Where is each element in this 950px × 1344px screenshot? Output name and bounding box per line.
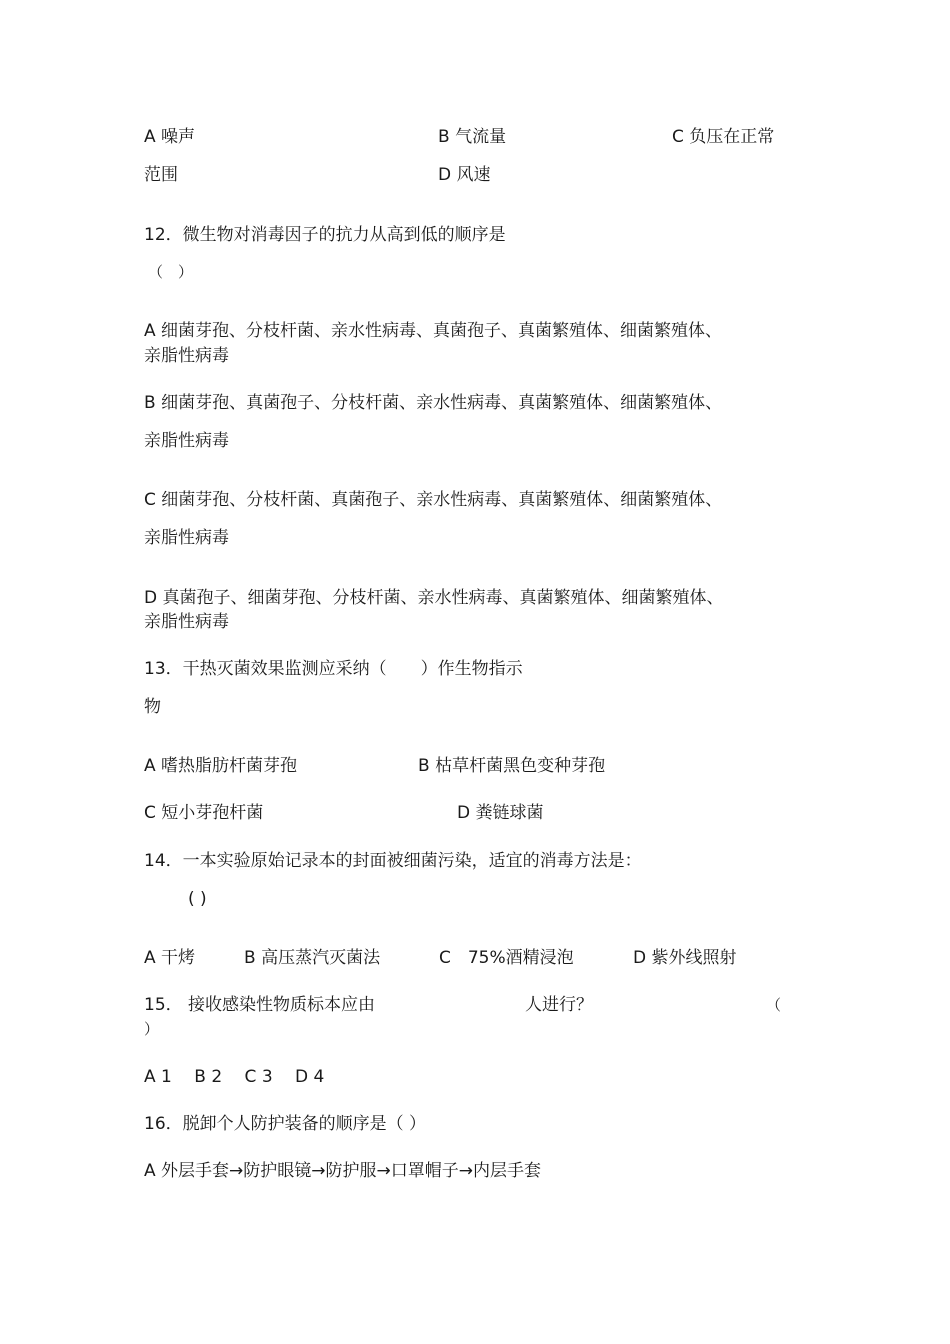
q14-stem: 14．一本实验原始记录本的封面被细菌污染，适宜的消毒方法是： [144,851,642,871]
q11-option-b: B 气流量 [438,127,507,147]
q14-option-d: D 紫外线照射 [633,948,737,968]
q15-stem-continued: 人进行？ [525,995,593,1015]
q12-option-d: D 真菌孢子、细菌芽孢、分枝杆菌、亲水性病毒、真菌繁殖体、细菌繁殖体、 [144,588,724,608]
q11-option-a: A 噪声 [144,127,196,147]
q14-option-a: A 干烤 [144,948,196,968]
q13-option-d: D 粪链球菌 [457,803,544,823]
q12-option-b-continued: 亲脂性病毒 [144,431,229,451]
q16-stem: 16．脱卸个人防护装备的顺序是（ ） [144,1114,427,1134]
q15-paren-open: （ [766,996,782,1014]
q15-stem: 15． 接收感染性物质标本应由 [144,995,376,1015]
q15-options: A 1 B 2 C 3 D 4 [144,1067,325,1087]
q12-option-b: B 细菌芽孢、真菌孢子、分枝杆菌、亲水性病毒、真菌繁殖体、细菌繁殖体、 [144,393,723,413]
q13-option-b: B 枯草杆菌黑色变种芽孢 [418,756,606,776]
q14-blank: ( ) [188,889,207,909]
q12-stem: 12．微生物对消毒因子的抗力从高到低的顺序是 [144,225,506,245]
q13-stem-continued: 物 [144,697,161,717]
q12-option-d-continued: 亲脂性病毒 [144,612,229,632]
q12-option-a: A 细菌芽孢、分枝杆菌、亲水性病毒、真菌孢子、真菌繁殖体、细菌繁殖体、 [144,321,723,341]
q12-option-a-continued: 亲脂性病毒 [144,346,229,366]
q11-option-c: C 负压在正常 [672,127,775,147]
q12-option-c-continued: 亲脂性病毒 [144,528,229,548]
q14-option-c: C 75%酒精浸泡 [439,948,574,968]
q12-option-c: C 细菌芽孢、分枝杆菌、真菌孢子、亲水性病毒、真菌繁殖体、细菌繁殖体、 [144,490,723,510]
q13-stem: 13．干热灭菌效果监测应采纳（ ）作生物指示 [144,659,523,679]
q16-option-a: A 外层手套→防护眼镜→防护服→口罩帽子→内层手套 [144,1161,542,1181]
q13-option-a: A 嗜热脂肪杆菌芽孢 [144,756,298,776]
q15-paren-close: ） [144,1020,160,1038]
q12-blank: （ ） [148,263,194,281]
q13-option-c: C 短小芽孢杆菌 [144,803,264,823]
q11-option-c-continued: 范围 [144,165,178,185]
q11-option-d: D 风速 [438,165,491,185]
q14-option-b: B 高压蒸汽灭菌法 [244,948,381,968]
